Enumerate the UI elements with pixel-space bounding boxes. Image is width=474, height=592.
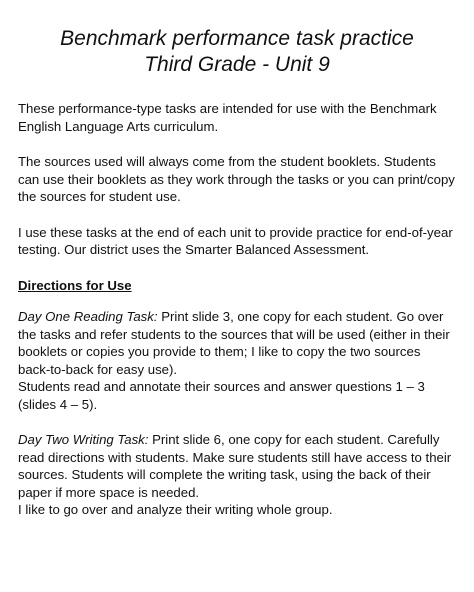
day-two-text: Print slide 6, one copy for each student. Carefully read directions with students. Make sure students still have access to their sources. Students will complete the writing task, using the back of their paper if more space is needed. <box>18 432 452 500</box>
day-one-text: Print slide 3, one copy for each student. Go over the tasks and refer students to the sources that will be used (either in their booklets or copies you provide to them; I like to copy the two sources back-to-back for easy use). <box>18 309 450 377</box>
day-two-task <box>18 431 456 519</box>
day-one-followup: Students read and annotate their sources and answer questions 1 – 3 (slides 4 – 5). <box>18 379 425 412</box>
day-two-followup: I like to go over and analyze their writing whole group. <box>18 502 333 517</box>
title-line-2: Third Grade - Unit 9 <box>144 53 330 76</box>
title-line-1: Benchmark performance task practice <box>60 27 414 50</box>
day-one-paragraph <box>18 308 456 378</box>
page-title <box>18 26 456 78</box>
day-two-label: Day Two Writing Task: <box>18 432 149 447</box>
intro-paragraph-2: The sources used will always come from the student booklets. Students can use their booklets as they work through the tasks or you can print/copy the sources for student use. <box>18 154 455 204</box>
intro-paragraph-1: These performance-type tasks are intended for use with the Benchmark English Language Arts curriculum. <box>18 101 437 134</box>
day-one-label: Day One Reading Task: <box>18 309 158 324</box>
day-one-task <box>18 308 456 413</box>
intro-paragraph-3: I use these tasks at the end of each unit to provide practice for end-of-year testing. Our district uses the Smarter Balanced Assessment. <box>18 224 453 257</box>
directions-heading: Directions for Use <box>18 277 132 293</box>
day-two-paragraph <box>18 431 456 501</box>
